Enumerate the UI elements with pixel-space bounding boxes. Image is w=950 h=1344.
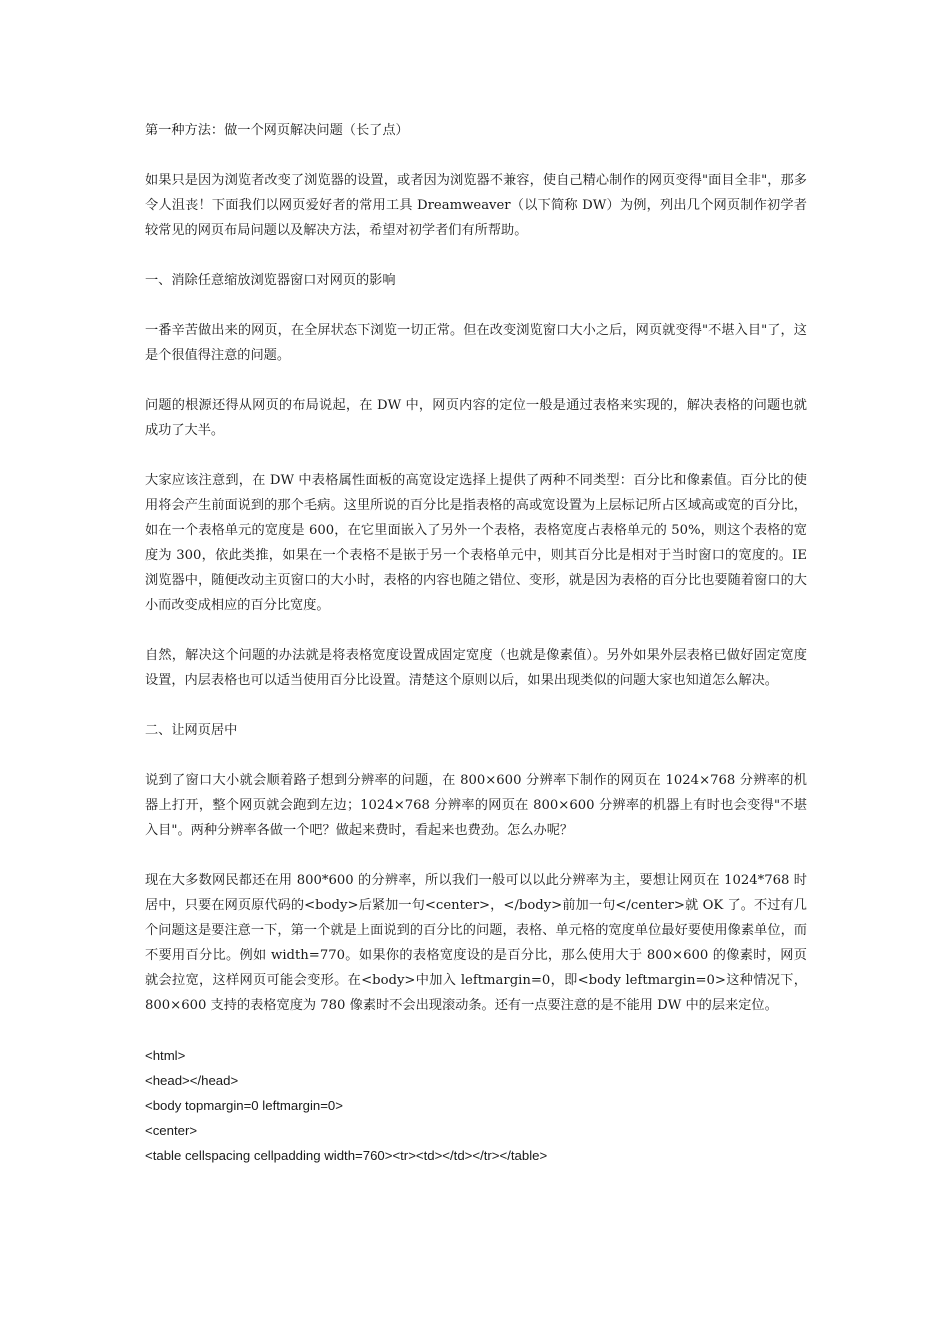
- document-page: [145, 118, 807, 1168]
- code-line: <table cellspacing cellpadding width=760><tr><td></td></tr></table>: [145, 1148, 548, 1163]
- code-block: [145, 1043, 807, 1168]
- code-line: <center>: [145, 1123, 198, 1138]
- code-line: <body topmargin=0 leftmargin=0>: [145, 1098, 343, 1113]
- intro-paragraph: 如果只是因为浏览者改变了浏览器的设置，或者因为浏览器不兼容，使自己精心制作的网页变得"面目全非"，那多令人沮丧！下面我们以网页爱好者的常用工具 Dreamweaver（以下简称 DW）为例，列出几个网页制作初学者较常见的网页布局问题以及解决方法，希望对初学者们有所帮助。: [145, 173, 807, 238]
- section-1-paragraph-4: 自然，解决这个问题的办法就是将表格宽度设置成固定宽度（也就是像素值）。另外如果外层表格已做好固定宽度设置，内层表格也可以适当使用百分比设置。清楚这个原则以后，如果出现类似的问题大家也知道怎么解决。: [145, 648, 807, 688]
- section-1-heading: 一、消除任意缩放浏览器窗口对网页的影响: [145, 273, 396, 288]
- section-2-paragraph-2: 现在大多数网民都还在用 800*600 的分辨率，所以我们一般可以以此分辨率为主，要想让网页在 1024*768 时居中，只要在网页原代码的<body>后紧加一句<center>，</body>前加一句</center>就 OK 了。不过有几个问题这是要注意一下，第一个就是上面说到的百分比的问题，表格、单元格的宽度单位最好要使用像素单位，而不要用百分比。例如 width=770。如果你的表格宽度设的是百分比，那么使用大于 800×600 的像素时，网页就会拉宽，这样网页可能会变形。在<body>中加入 leftmargin=0，即<body leftmargin=0>这种情况下，800×600 支持的表格宽度为 780 像素时不会出现滚动条。还有一点要注意的是不能用 DW 中的层来定位。: [145, 873, 807, 1013]
- code-line: <html>: [145, 1048, 186, 1063]
- section-2-heading: 二、让网页居中: [145, 723, 238, 738]
- section-1-paragraph-1: 一番辛苦做出来的网页，在全屏状态下浏览一切正常。但在改变浏览窗口大小之后，网页就变得"不堪入目"了，这是个很值得注意的问题。: [145, 323, 807, 363]
- section-1-paragraph-3: 大家应该注意到，在 DW 中表格属性面板的高宽设定选择上提供了两种不同类型：百分比和像素值。百分比的使用将会产生前面说到的那个毛病。这里所说的百分比是指表格的高或宽设置为上层标记所占区域高或宽的百分比，如在一个表格单元的宽度是 600，在它里面嵌入了另外一个表格，表格宽度占表格单元的 50%，则这个表格的宽度为 300，依此类推，如果在一个表格不是嵌于另一个表格单元中，则其百分比是相对于当时窗口的宽度的。IE 浏览器中，随便改动主页窗口的大小时，表格的内容也随之错位、变形，就是因为表格的百分比也要随着窗口的大小而改变成相应的百分比宽度。: [145, 473, 807, 613]
- section-1-paragraph-2: 问题的根源还得从网页的布局说起，在 DW 中，网页内容的定位一般是通过表格来实现的，解决表格的问题也就成功了大半。: [145, 398, 807, 438]
- document-title: 第一种方法：做一个网页解决问题（长了点）: [145, 123, 409, 138]
- code-line: <head></head>: [145, 1073, 239, 1088]
- section-2-paragraph-1: 说到了窗口大小就会顺着路子想到分辨率的问题，在 800×600 分辨率下制作的网页在 1024×768 分辨率的机器上打开，整个网页就会跑到左边；1024×768 分辨率的网页在 800×600 分辨率的机器上有时也会变得"不堪入目"。两种分辨率各做一个吧？做起来费时，看起来也费劲。怎么办呢？: [145, 773, 807, 838]
